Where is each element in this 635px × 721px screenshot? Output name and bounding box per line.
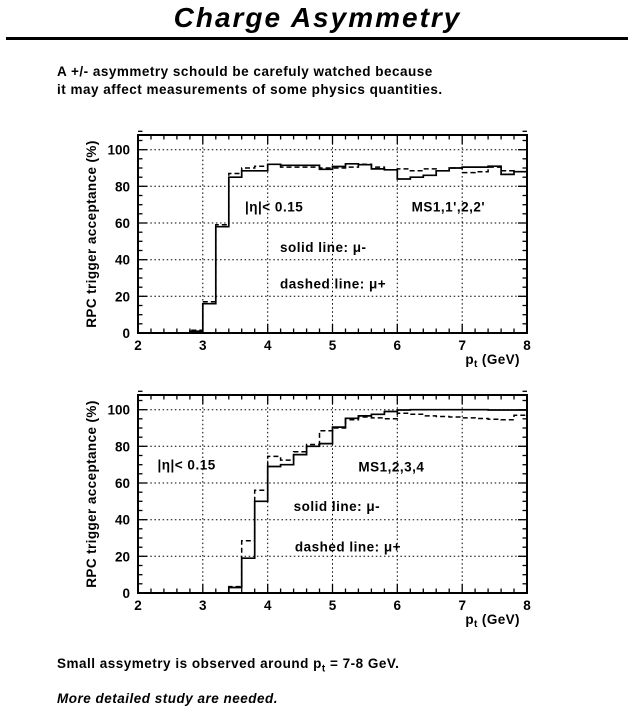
x-tick-label: 7 [458, 338, 466, 353]
x-tick-label: 2 [134, 338, 142, 353]
x-tick-label: 8 [523, 598, 531, 613]
x-tick-label: 8 [523, 338, 531, 353]
x-tick-label: 5 [328, 598, 337, 613]
x-tick-label: 6 [393, 338, 402, 353]
intro-text [57, 63, 443, 99]
x-tick-label: 5 [328, 338, 337, 353]
station-label: MS1,2,3,4 [358, 459, 425, 475]
x-axis-title: $p_t$ (GeV) [465, 352, 520, 370]
x-tick-label: 6 [393, 598, 402, 613]
page-title: Charge Asymmetry [173, 2, 462, 33]
x-tick-label: 4 [263, 338, 272, 353]
y-tick-label: 0 [122, 586, 130, 601]
x-tick-label: 3 [199, 338, 207, 353]
rpc-acceptance-chart-ms1-1p-2-2p [0, 122, 635, 377]
y-tick-label: 80 [114, 439, 130, 455]
solid-line-legend: solid line: μ- [293, 498, 381, 514]
title-underline [6, 37, 628, 40]
y-tick-label: 0 [122, 326, 130, 341]
eta-cut-label: |η|< 0.15 [245, 199, 304, 215]
eta-cut-label: |η|< 0.15 [157, 457, 216, 473]
dashed-line-legend: dashed line: μ+ [294, 539, 402, 555]
y-tick-label: 40 [114, 512, 130, 528]
intro-line-2: it may affect measurements of some physics quantities. [57, 82, 443, 97]
rpc-acceptance-chart-ms1-2-3-4 [0, 382, 635, 637]
x-tick-label: 3 [199, 598, 207, 613]
dashed-line-legend: dashed line: μ+ [280, 276, 387, 292]
observation-note-prefix: Small assymetry is observed around p [57, 656, 322, 671]
conclusion-note: More detailed study are needed. [57, 691, 279, 706]
y-tick-label: 60 [114, 476, 130, 491]
x-tick-label: 4 [263, 598, 272, 613]
y-tick-label: 60 [114, 216, 130, 231]
observation-note [57, 656, 399, 675]
y-axis-title: RPC trigger acceptance (%) [84, 140, 99, 328]
intro-line-1: A +/- asymmetry schould be carefuly watched because [57, 64, 433, 79]
y-tick-label: 20 [114, 549, 130, 565]
y-tick-label: 100 [107, 142, 130, 158]
y-axis-title: RPC trigger acceptance (%) [84, 400, 99, 588]
x-tick-label: 2 [134, 598, 142, 613]
station-label: MS1,1',2,2' [411, 199, 486, 215]
pt-subscript: t [321, 663, 326, 675]
x-axis-title: $p_t$ (GeV) [465, 612, 520, 630]
observation-note-suffix: = 7-8 GeV. [325, 656, 400, 671]
y-tick-label: 20 [114, 289, 130, 305]
x-tick-label: 7 [458, 598, 466, 613]
y-tick-label: 100 [107, 402, 130, 418]
y-tick-label: 80 [114, 179, 130, 195]
solid-line-legend: solid line: μ- [280, 239, 367, 255]
y-tick-label: 40 [114, 252, 130, 268]
